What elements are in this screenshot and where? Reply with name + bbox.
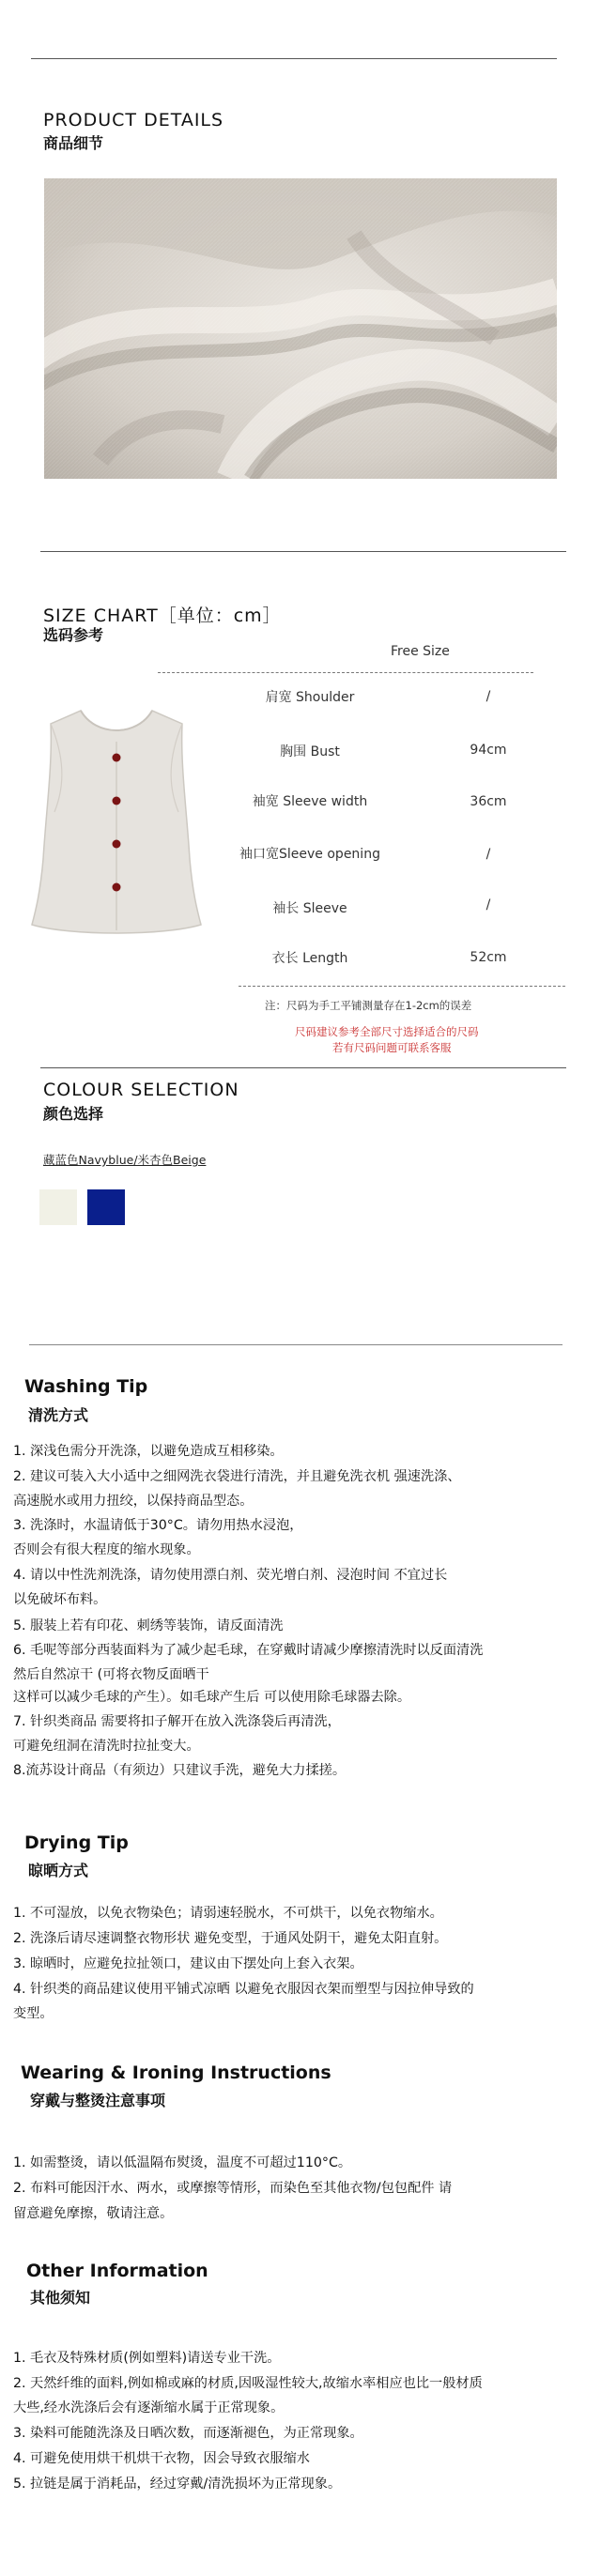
size-row-label: 胸围 Bust (280, 744, 340, 759)
size-footer-divider (239, 986, 565, 987)
size-row-label: 袖长 Sleeve (272, 901, 347, 916)
drying-list (13, 1904, 595, 2029)
washing-list (13, 1442, 595, 1786)
size-advice-line-2: 若有尺码问题可联系客服 (332, 1041, 452, 1054)
size-advice-line-1: 尺码建议参考全部尺寸选择适合的尺码 (295, 1025, 479, 1038)
drying-title-cn: 晾晒方式 (28, 1862, 89, 1879)
divider-size (40, 551, 566, 552)
washing-line: 4. 请以中性洗剂洗涤，请勿使用漂白剂、荧光增白剂、浸泡时间 不宜过长 (13, 1568, 448, 1583)
colour-label: 藏蓝色Navyblue/米杏色Beige (43, 1153, 207, 1167)
other-title-en: Other Information (26, 2261, 208, 2281)
other-list (13, 2349, 595, 2499)
drying-line: 4. 针织类的商品建议使用平铺式凉晒 以避免衣服因衣架而塑型与因拉伸导致的 (13, 1982, 474, 1997)
product-details-title-en: PRODUCT DETAILS (43, 110, 224, 130)
washing-line: 7. 针织类商品 需要将扣子解开在放入洗涤袋后再清洗， (13, 1714, 341, 1729)
size-row-label: 袖口宽Sleeve opening (239, 847, 380, 862)
size-row-label: 肩宽 Shoulder (265, 690, 355, 705)
divider-care (29, 1344, 562, 1345)
washing-title-cn: 清洗方式 (28, 1406, 89, 1424)
size-row-value: 94cm (470, 743, 507, 758)
divider-colour (40, 1067, 566, 1068)
size-row-value: / (485, 689, 491, 704)
drying-line: 3. 晾晒时，应避免拉扯领口，建议由下摆处向上套入衣架。 (13, 1956, 363, 1971)
size-row-value: 36cm (470, 794, 507, 809)
washing-line: 6. 毛呢等部分西装面料为了减少起毛球，在穿戴时请减少摩擦清洗时以反面清洗 (13, 1643, 484, 1658)
size-row-value: 52cm (470, 950, 507, 965)
washing-line: 高速脱水或用力扭绞，以保持商品型态。 (13, 1494, 254, 1509)
washing-line: 这样可以减少毛球的产生）。如毛球产生后 可以使用除毛球器去除。 (13, 1690, 411, 1705)
wearing-line: 留意避免摩擦，敬请注意。 (13, 2206, 174, 2221)
colour-swatch-beige[interactable] (39, 1189, 77, 1225)
washing-line: 否则会有很大程度的缩水现象。 (13, 1542, 200, 1557)
other-line: 3. 染料可能随洗涤及日晒次数，而逐渐褪色，为正常现象。 (13, 2426, 363, 2441)
other-line: 1. 毛衣及特殊材质(例如塑料)请送专业干洗。 (13, 2351, 281, 2366)
size-header-divider (158, 672, 533, 673)
size-note: 注：尺码为手工平铺测量存在1-2cm的误差 (265, 999, 472, 1012)
washing-line: 然后自然凉干 (可将衣物反面晒干 (13, 1667, 209, 1682)
other-title-cn: 其他须知 (30, 2289, 91, 2307)
colour-swatch-navy[interactable] (87, 1189, 125, 1225)
washing-line: 8.流苏设计商品（有须边）只建议手洗，避免大力揉搓。 (13, 1763, 347, 1778)
wearing-line: 2. 布料可能因汗水、两水，或摩擦等情形，而染色至其他衣物/包包配件 请 (13, 2181, 453, 2196)
other-line: 大些,经水洗涤后会有逐渐缩水属于正常现象。 (13, 2400, 285, 2415)
drying-line: 2. 洗涤后请尽速调整衣物形状 避免变型，于通风处阴干，避免太阳直射。 (13, 1931, 448, 1946)
drying-line: 1. 不可湿放，以免衣物染色；请弱速轻脱水，不可烘干，以免衣物缩水。 (13, 1906, 443, 1921)
size-row-label: 袖宽 Sleeve width (252, 794, 368, 809)
washing-line: 可避免纽洞在清洗时拉扯变大。 (13, 1739, 200, 1754)
washing-title-en: Washing Tip (24, 1376, 148, 1397)
wearing-list (13, 2154, 595, 2229)
size-chart-title-en: SIZE CHART［单位：cm］ (43, 606, 282, 626)
washing-line: 3. 洗涤时，水温请低于30°C。请勿用热水浸泡， (13, 1518, 303, 1533)
wearing-title-en: Wearing & Ironing Instructions (21, 2062, 331, 2083)
other-line: 4. 可避免使用烘干机烘干衣物，因会导致衣服缩水 (13, 2451, 310, 2466)
colour-title-en: COLOUR SELECTION (43, 1080, 239, 1100)
fabric-detail-photo (44, 178, 557, 479)
washing-line: 1. 深浅色需分开洗涤，以避免造成互相移染。 (13, 1444, 284, 1459)
wearing-line: 1. 如需整烫，请以低温隔布熨烫，温度不可超过110°C。 (13, 2155, 352, 2170)
drying-line: 变型。 (13, 2006, 54, 2021)
size-column-header: Free Size (391, 644, 450, 659)
divider-top (31, 58, 557, 59)
size-row-label: 衣长 Length (271, 951, 348, 966)
size-chart-title-cn: 选码参考 (43, 626, 104, 644)
washing-line: 2. 建议可装入大小适中之细网洗衣袋进行清洗，并且避免洗衣机 强速洗涤、 (13, 1469, 461, 1484)
size-row-value: / (485, 847, 491, 862)
wearing-title-cn: 穿戴与整烫注意事项 (30, 2092, 166, 2109)
other-line: 2. 天然纤维的面料,例如棉或麻的材质,因吸湿性较大,故缩水率相应也比一般材质 (13, 2376, 483, 2391)
product-details-title-cn: 商品细节 (43, 134, 104, 152)
washing-line: 以免破坏布料。 (13, 1592, 107, 1607)
size-row-value: / (485, 897, 491, 912)
other-line: 5. 拉链是属于消耗品，经过穿戴/清洗损坏为正常现象。 (13, 2476, 342, 2492)
vest-product-photo (23, 699, 210, 943)
washing-line: 5. 服装上若有印花、刺绣等装饰，请反面清洗 (13, 1618, 284, 1633)
drying-title-en: Drying Tip (24, 1832, 129, 1853)
colour-title-cn: 颜色选择 (43, 1105, 104, 1123)
